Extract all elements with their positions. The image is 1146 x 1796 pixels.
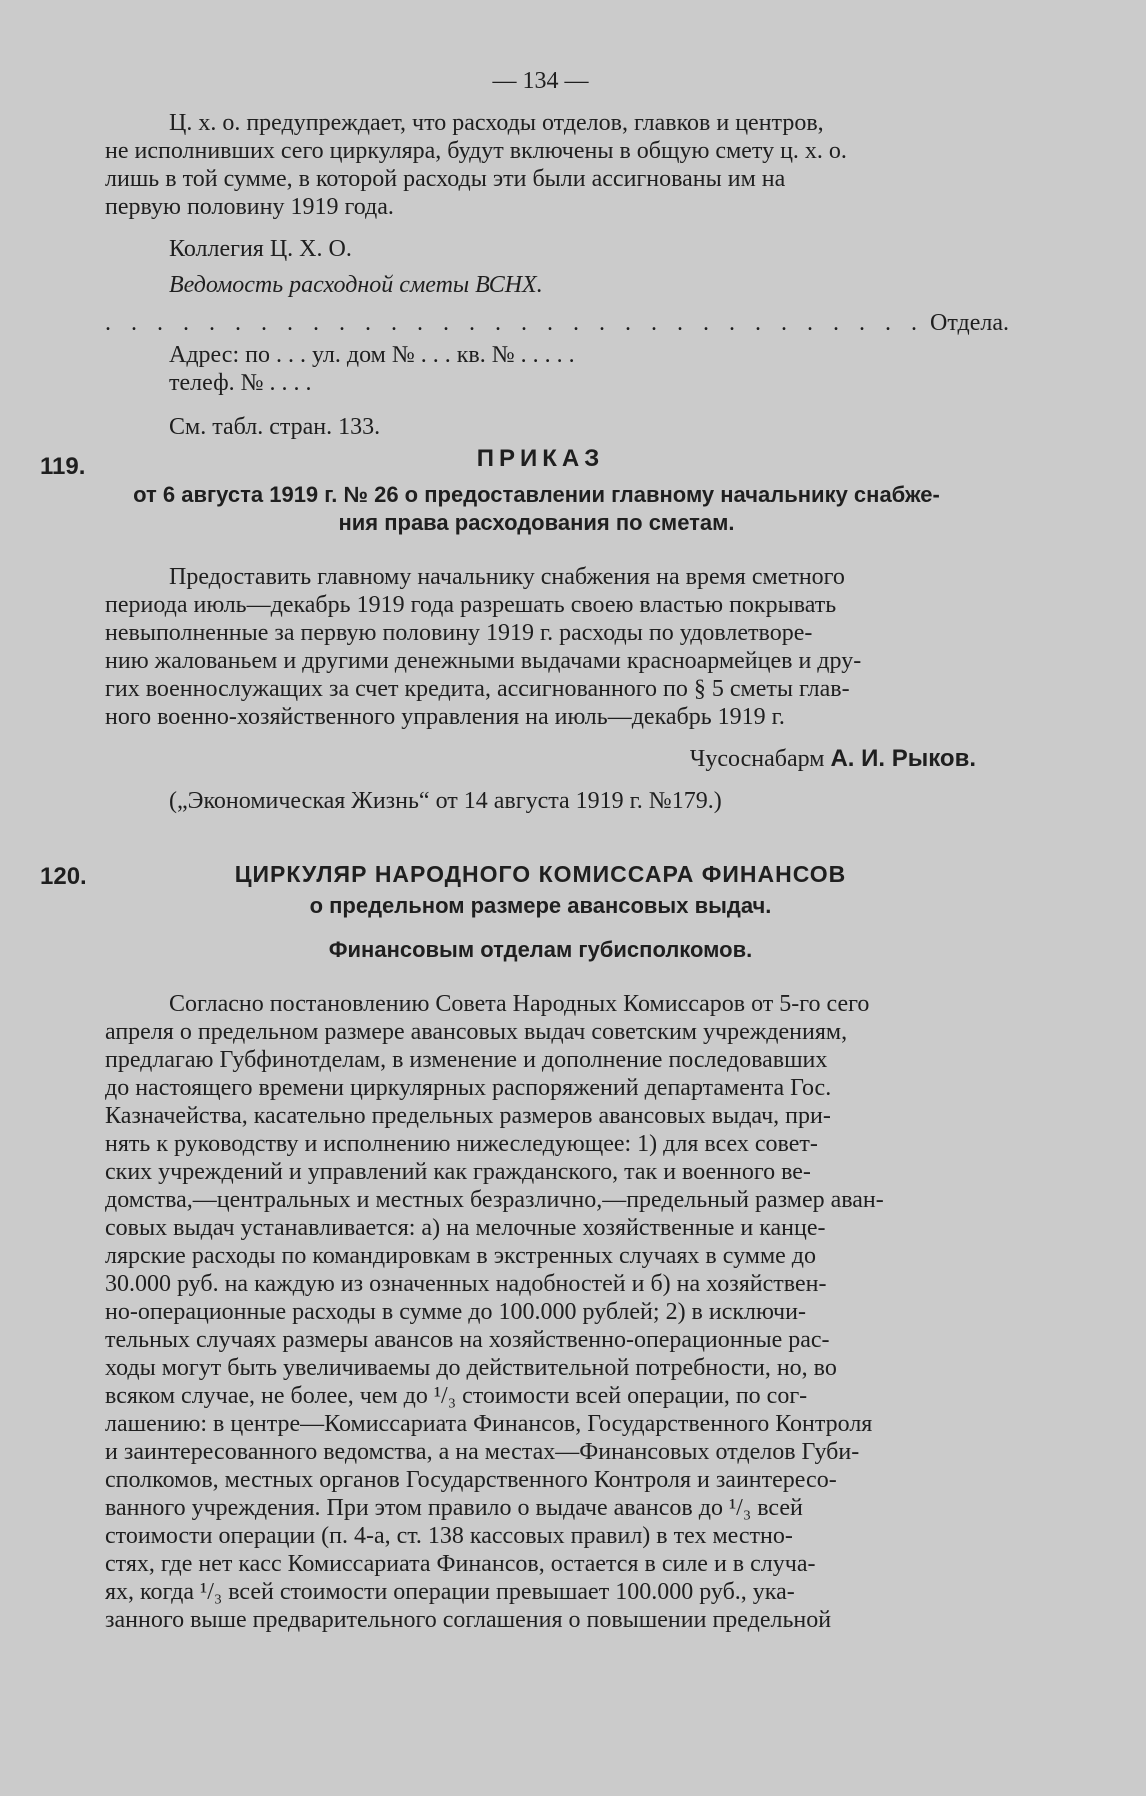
circular-line: но-операционные расходы в сумме до 100.000 рублей; 2) в исключи- <box>105 1299 806 1325</box>
circular-line: занного выше предварительного соглашения о повышении предельной <box>105 1607 832 1633</box>
order-line: гих военнослужащих за счет кредита, ассигнованного по § 5 сметы глав- <box>105 676 850 702</box>
form-address: Адрес: по . . . ул. дом № . . . кв. № . . . . . <box>169 342 575 368</box>
circular-line: лашению: в центре—Комиссариата Финансов, Государственного Контроля <box>105 1411 873 1437</box>
order-signature-role: Чусоснабарм <box>689 746 825 772</box>
intro-line: Ц. х. о. предупреждает, что расходы отделов, главков и центров, <box>169 110 824 136</box>
intro-signature: Коллегия Ц. Х. О. <box>169 236 352 262</box>
circular-line: ских учреждений и управлений как гражданского, так и военного ве- <box>105 1159 811 1185</box>
circular-line: нять к руководству и исполнению нижеследующее: 1) для всех совет- <box>105 1131 818 1157</box>
department-label: Отдела. <box>930 310 1009 336</box>
order-source: („Экономическая Жизнь“ от 14 августа 1919 г. №179.) <box>169 788 722 814</box>
order-subtitle-line: ния права расходования по сметам. <box>338 510 735 535</box>
circular-line: и заинтересованного ведомства, а на местах—Финансовых отделов Губи- <box>105 1439 860 1465</box>
order-line: нию жалованьем и другими денежными выдачами красноармейцев и дру- <box>105 648 862 674</box>
intro-line: лишь в той сумме, в которой расходы эти были ассигнованы им на <box>105 166 786 192</box>
circular-addressee: Финансовым отделам губисполкомов. <box>328 937 753 962</box>
order-signature-name: А. И. Рыков. <box>830 745 976 772</box>
intro-line: не исполнивших сего циркуляра, будут включены в общую смету ц. х. о. <box>105 138 847 164</box>
order-line: ного военно-хозяйственного управления на июль—декабрь 1919 г. <box>105 704 785 730</box>
intro-line: первую половину 1919 года. <box>105 194 394 220</box>
circular-line: домства,—центральных и местных безразлично,—предельный размер аван- <box>105 1187 884 1213</box>
form-title: Ведомость расходной сметы ВСНХ. <box>169 272 543 298</box>
circular-title: ЦИРКУЛЯР НАРОДНОГО КОМИССАРА ФИНАНСОВ <box>234 861 847 887</box>
circular-line: сполкомов, местных органов Государственного Контроля и заинтересо- <box>105 1467 837 1493</box>
circular-line: апреля о предельном размере авансовых выдач советским учреждениям, <box>105 1019 848 1045</box>
order-subtitle-line: от 6 августа 1919 г. № 26 о предоставлении главному начальнику снабже- <box>133 482 940 507</box>
order-line: Предоставить главному начальнику снабжения на время сметного <box>169 564 845 590</box>
circular-line: ходы могут быть увеличиваемы до действительной потребности, но, во <box>105 1355 837 1381</box>
form-ref: См. табл. стран. 133. <box>169 414 381 440</box>
circular-line: стях, где нет касс Комиссариата Финансов, остается в силе и в случа- <box>105 1551 816 1577</box>
page-number: — 134 — <box>492 68 589 94</box>
circular-line: стоимости операции (п. 4-а, ст. 138 кассовых правил) в тех местно- <box>105 1523 793 1549</box>
circular-line: совых выдач устанавливается: а) на мелочные хозяйственные и канце- <box>105 1215 826 1241</box>
circular-line: лярские расходы по командировкам в экстренных случаях в сумме до <box>105 1243 816 1269</box>
circular-line: ванного учреждения. При этом правило о выдаче авансов до ¹/₃ всей <box>105 1495 803 1521</box>
circular-line: 30.000 руб. на каждую из означенных надобностей и б) на хозяйствен- <box>105 1271 827 1297</box>
form-phone: телеф. № . . . . <box>169 370 312 396</box>
circular-line: предлагаю Губфинотделам, в изменение и дополнение последовавших <box>105 1047 828 1073</box>
order-title: ПРИКАЗ <box>476 445 605 472</box>
circular-body <box>105 990 976 1634</box>
document-number-119: 119. <box>40 453 86 480</box>
order-signature <box>105 745 976 773</box>
order-body <box>105 563 976 731</box>
circular-line: Согласно постановлению Совета Народных Комиссаров от 5-го сего <box>169 991 870 1017</box>
form-department-line <box>105 309 1009 337</box>
circular-line: ях, когда ¹/₃ всей стоимости операции превышает 100.000 руб., ука- <box>105 1579 795 1605</box>
circular-subtitle: о предельном размере авансовых выдач. <box>309 893 772 918</box>
circular-line: тельных случаях размеры авансов на хозяйственно-операционные рас- <box>105 1327 830 1353</box>
document-number-120: 120. <box>40 863 87 890</box>
order-line: периода июль—декабрь 1919 года разрешать своею властью покрывать <box>105 592 837 618</box>
department-dots: . . . . . . . . . . . . . . . . . . . . . . . . . . . . . . . . <box>105 310 924 336</box>
order-line: невыполненные за первую половину 1919 г. расходы по удовлетворе- <box>105 620 813 646</box>
circular-line: всяком случае, не более, чем до ¹/₃ стоимости всей операции, по сог- <box>105 1383 808 1409</box>
order-subtitle <box>85 481 988 537</box>
circular-line: Казначейства, касательно предельных размеров авансовых выдач, при- <box>105 1103 831 1129</box>
circular-line: до настоящего времени циркулярных распоряжений департамента Гос. <box>105 1075 832 1101</box>
intro-paragraph <box>105 109 976 221</box>
